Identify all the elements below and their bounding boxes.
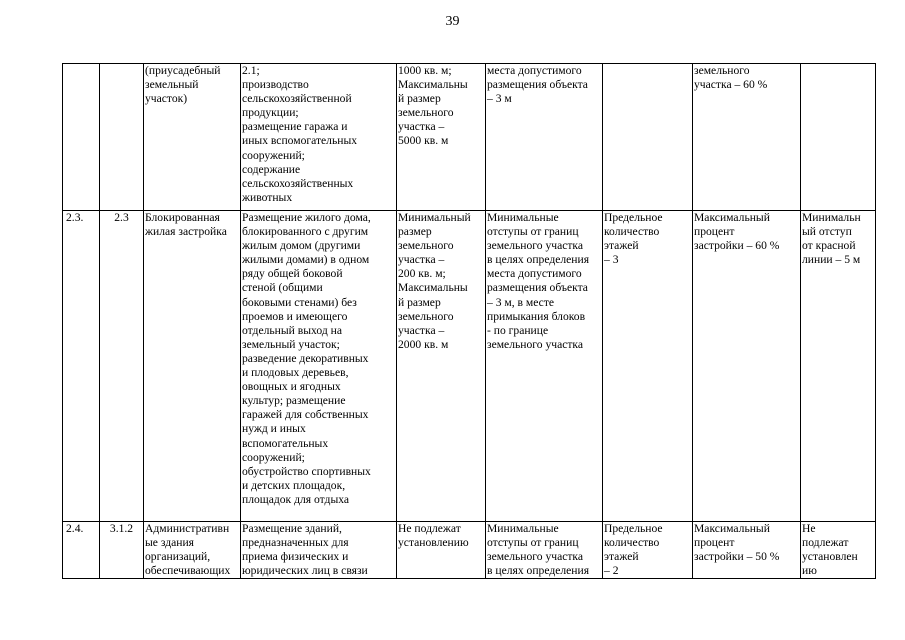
table-row [63, 64, 876, 211]
setback-cell: места допустимого размещения объекта – 3 м [486, 64, 603, 211]
code-cell [100, 64, 144, 211]
description-cell: Размещение зданий, предназначенных для приема физических и юридических лиц в связи [241, 522, 397, 579]
setback-cell: Минимальные отступы от границ земельного участка в целях определения места допустимого размещения объекта – 3 м, в месте примыкания блоков - по границе земельного участка [486, 211, 603, 522]
use-type-cell: Блокированная жилая застройка [144, 211, 241, 522]
use-type-cell: (приусадебный земельный участок) [144, 64, 241, 211]
red-line-cell: Не подлежат установлен ию [801, 522, 876, 579]
plot-size-cell: Не подлежат установлению [397, 522, 486, 579]
coverage-cell: Максимальный процент застройки – 50 % [693, 522, 801, 579]
row-number-cell: 2.3. [63, 211, 100, 522]
setback-cell: Минимальные отступы от границ земельного участка в целях определения [486, 522, 603, 579]
use-type-cell: Административн ые здания организаций, обеспечивающих [144, 522, 241, 579]
row-number-cell [63, 64, 100, 211]
regulations-table [62, 63, 876, 579]
plot-size-cell: Минимальный размер земельного участка – 200 кв. м; Максимальны й размер земельного участка – 2000 кв. м [397, 211, 486, 522]
code-cell: 2.3 [100, 211, 144, 522]
floors-cell: Предельное количество этажей – 3 [603, 211, 693, 522]
page-number: 39 [445, 14, 460, 29]
description-cell: Размещение жилого дома, блокированного с другим жилым домом (другими жилыми домами) в одном ряду общей боковой стеной (общими боковыми стенами) без проемов и имеющего отдельный выход на земельный участок; разведение декоративных и плодовых деревьев, овощных и ягодных культур; размещение гаражей для собственных нужд и иных вспомогательных сооружений; обустройство спортивных и детских площадок, площадок для отдыха [241, 211, 397, 522]
red-line-cell: Минимальн ый отступ от красной линии – 5 м [801, 211, 876, 522]
table-row [63, 211, 876, 522]
code-cell: 3.1.2 [100, 522, 144, 579]
floors-cell: Предельное количество этажей – 2 [603, 522, 693, 579]
description-cell: 2.1; производство сельскохозяйственной продукции; размещение гаража и иных вспомогательных сооружений; содержание сельскохозяйственных животных [241, 64, 397, 211]
table-row [63, 522, 876, 579]
coverage-cell: Максимальный процент застройки – 60 % [693, 211, 801, 522]
row-number-cell: 2.4. [63, 522, 100, 579]
plot-size-cell: 1000 кв. м; Максимальны й размер земельного участка – 5000 кв. м [397, 64, 486, 211]
coverage-cell: земельного участка – 60 % [693, 64, 801, 211]
red-line-cell [801, 64, 876, 211]
floors-cell [603, 64, 693, 211]
